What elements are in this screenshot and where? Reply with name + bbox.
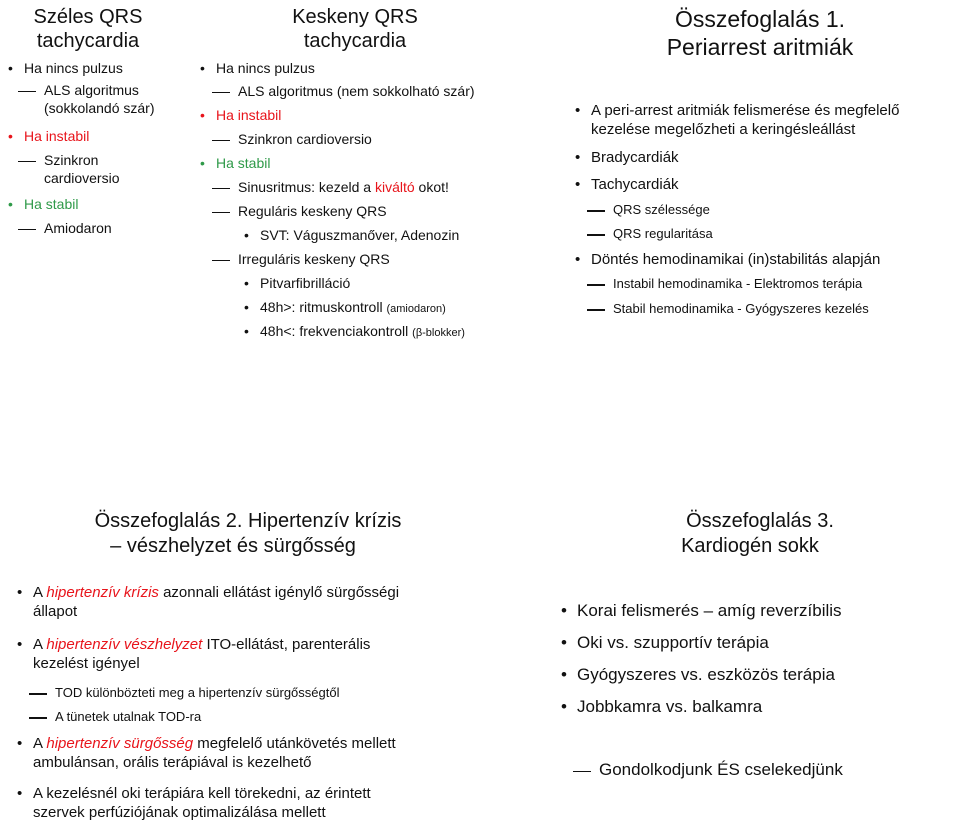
item-text: ambulánsan, orális terápiával is kezelhető bbox=[33, 753, 312, 771]
item-text: Irreguláris keskeny QRS bbox=[238, 251, 390, 267]
item-text: Szinkron bbox=[44, 152, 99, 168]
list-item bbox=[33, 636, 498, 685]
bullet-list bbox=[24, 60, 184, 244]
list-item bbox=[55, 685, 498, 709]
item-text: A tünetek utalnak TOD-ra bbox=[55, 709, 202, 724]
list-item bbox=[613, 276, 959, 301]
title-line-1: Széles QRS bbox=[33, 6, 143, 28]
list-item bbox=[591, 102, 959, 149]
list-item bbox=[260, 299, 516, 323]
list-item bbox=[44, 152, 184, 196]
panel-title bbox=[580, 509, 960, 559]
title-line-2: tachycardia bbox=[303, 30, 407, 52]
list-item bbox=[613, 202, 959, 226]
closing-line bbox=[599, 760, 843, 780]
item-text: QRS regularitása bbox=[613, 226, 713, 241]
panel-title bbox=[560, 6, 960, 61]
list-item bbox=[24, 196, 184, 220]
panel-summary-1 bbox=[560, 0, 960, 350]
list-item bbox=[55, 709, 498, 735]
item-text: szervek perfúziójának optimalizálása mellett bbox=[33, 803, 326, 821]
bullet-list bbox=[216, 60, 516, 347]
item-text: A bbox=[33, 636, 47, 653]
list-item bbox=[44, 220, 184, 244]
item-text: ALS algoritmus bbox=[44, 82, 139, 98]
item-text: azonnali ellátást igénylő sürgősségi bbox=[158, 584, 400, 601]
list-item bbox=[260, 275, 516, 299]
item-text: Instabil hemodinamika - Elektromos terápia bbox=[613, 276, 863, 291]
list-item bbox=[216, 107, 516, 131]
item-note: (β-blokker) bbox=[412, 327, 465, 339]
item-text: kezelést igényel bbox=[33, 654, 140, 672]
item-text: Jobbkamra vs. balkamra bbox=[577, 697, 763, 716]
item-text: Szinkron cardioversio bbox=[238, 131, 372, 147]
panel-wide-qrs bbox=[0, 0, 190, 250]
item-text: Gyógyszeres vs. eszközös terápia bbox=[577, 665, 835, 684]
item-text: Ha nincs pulzus bbox=[216, 60, 315, 76]
item-text: Pitvarfibrilláció bbox=[260, 275, 351, 291]
item-text: A bbox=[33, 584, 47, 601]
list-item bbox=[591, 251, 959, 276]
item-text: ALS algoritmus (nem sokkolható szár) bbox=[238, 83, 475, 99]
item-text: (sokkolandó szár) bbox=[44, 99, 155, 116]
highlight-text: hipertenzív vészhelyzet bbox=[46, 636, 203, 653]
bullet-list bbox=[591, 102, 959, 325]
list-item bbox=[24, 60, 184, 82]
item-text: Reguláris keskeny QRS bbox=[238, 203, 387, 219]
item-text: Ha stabil bbox=[24, 196, 79, 212]
item-text: Ha instabil bbox=[24, 128, 90, 144]
item-text: A kezelésnél oki terápiára kell törekedni, az érintett bbox=[33, 785, 371, 802]
list-item bbox=[613, 226, 959, 251]
list-item bbox=[577, 632, 957, 664]
item-text: ITO-ellátást, parenterális bbox=[202, 636, 371, 653]
item-text: megfelelő utánkövetés mellett bbox=[193, 735, 396, 752]
list-item bbox=[216, 60, 516, 83]
title-line-2: tachycardia bbox=[36, 30, 140, 52]
list-item bbox=[577, 696, 957, 728]
item-text: A peri-arrest aritmiák felismerése és megfelelő bbox=[591, 102, 900, 119]
item-text: Bradycardiák bbox=[591, 149, 679, 166]
list-item bbox=[591, 149, 959, 176]
list-item bbox=[24, 128, 184, 152]
item-text: TOD különbözteti meg a hipertenzív sürgősségtől bbox=[55, 685, 340, 700]
list-item bbox=[44, 82, 184, 128]
item-text: SVT: Váguszmanőver, Adenozin bbox=[260, 227, 460, 243]
item-text: cardioversio bbox=[44, 169, 120, 186]
panel-summary-3 bbox=[540, 505, 960, 831]
title-line-2: Periarrest aritmiák bbox=[666, 33, 854, 60]
list-item bbox=[238, 251, 516, 275]
title-line-1: Keskeny QRS bbox=[292, 6, 418, 28]
list-item bbox=[216, 155, 516, 179]
item-note: (amiodaron) bbox=[386, 303, 446, 315]
panel-title bbox=[0, 5, 176, 53]
item-text: Tachycardiák bbox=[591, 176, 679, 193]
highlight-text: hipertenzív sürgősség bbox=[46, 735, 194, 752]
item-text: 48h>: ritmuskontroll bbox=[260, 299, 383, 315]
list-item bbox=[33, 735, 498, 785]
item-text: Korai felismerés – amíg reverzíbilis bbox=[577, 601, 842, 620]
list-item bbox=[577, 664, 957, 696]
list-item bbox=[238, 131, 516, 155]
list-item bbox=[238, 83, 516, 107]
item-text: kezelése megelőzheti a keringésleállást bbox=[591, 120, 856, 138]
title-line-1: Összefoglalás 2. Hipertenzív krízis bbox=[94, 510, 402, 532]
item-text: állapot bbox=[33, 602, 78, 620]
item-text: Oki vs. szupportív terápia bbox=[577, 633, 769, 652]
title-line-2: – vészhelyzet és sürgősség bbox=[110, 535, 356, 557]
panel-title bbox=[0, 509, 496, 559]
title-line-1: Összefoglalás 3. bbox=[686, 510, 834, 532]
title-line-2: Kardiogén sokk bbox=[681, 535, 819, 557]
closing-text: Gondolkodjunk ÉS cselekedjünk bbox=[599, 760, 843, 779]
panel-narrow-qrs bbox=[190, 0, 520, 350]
item-text: Ha nincs pulzus bbox=[24, 60, 123, 76]
panel-title bbox=[235, 5, 475, 53]
list-item bbox=[577, 600, 957, 632]
list-item bbox=[33, 785, 498, 833]
panel-summary-2 bbox=[0, 505, 500, 831]
list-item bbox=[613, 301, 959, 325]
list-item bbox=[260, 323, 516, 347]
item-text: okot! bbox=[414, 179, 449, 195]
item-text: QRS szélessége bbox=[613, 202, 710, 217]
item-text: A bbox=[33, 735, 47, 752]
list-item bbox=[238, 203, 516, 227]
list-item bbox=[260, 227, 516, 251]
bullet-list bbox=[577, 600, 957, 728]
item-text: Ha stabil bbox=[216, 155, 271, 171]
item-text: Amiodaron bbox=[44, 220, 112, 236]
item-text: Sinusritmus: kezeld a bbox=[238, 179, 375, 195]
list-item bbox=[33, 584, 498, 636]
highlight-text: kiváltó bbox=[374, 179, 415, 195]
item-text: Ha instabil bbox=[216, 107, 282, 123]
bullet-list bbox=[33, 584, 498, 833]
list-item bbox=[238, 179, 516, 203]
item-text: Stabil hemodinamika - Gyógyszeres kezelés bbox=[613, 301, 869, 316]
title-line-1: Összefoglalás 1. bbox=[674, 6, 846, 32]
item-text: Döntés hemodinamikai (in)stabilitás alapján bbox=[591, 251, 881, 268]
item-text: 48h<: frekvenciakontroll bbox=[260, 323, 409, 339]
highlight-text: hipertenzív krízis bbox=[46, 584, 159, 601]
list-item bbox=[591, 176, 959, 202]
